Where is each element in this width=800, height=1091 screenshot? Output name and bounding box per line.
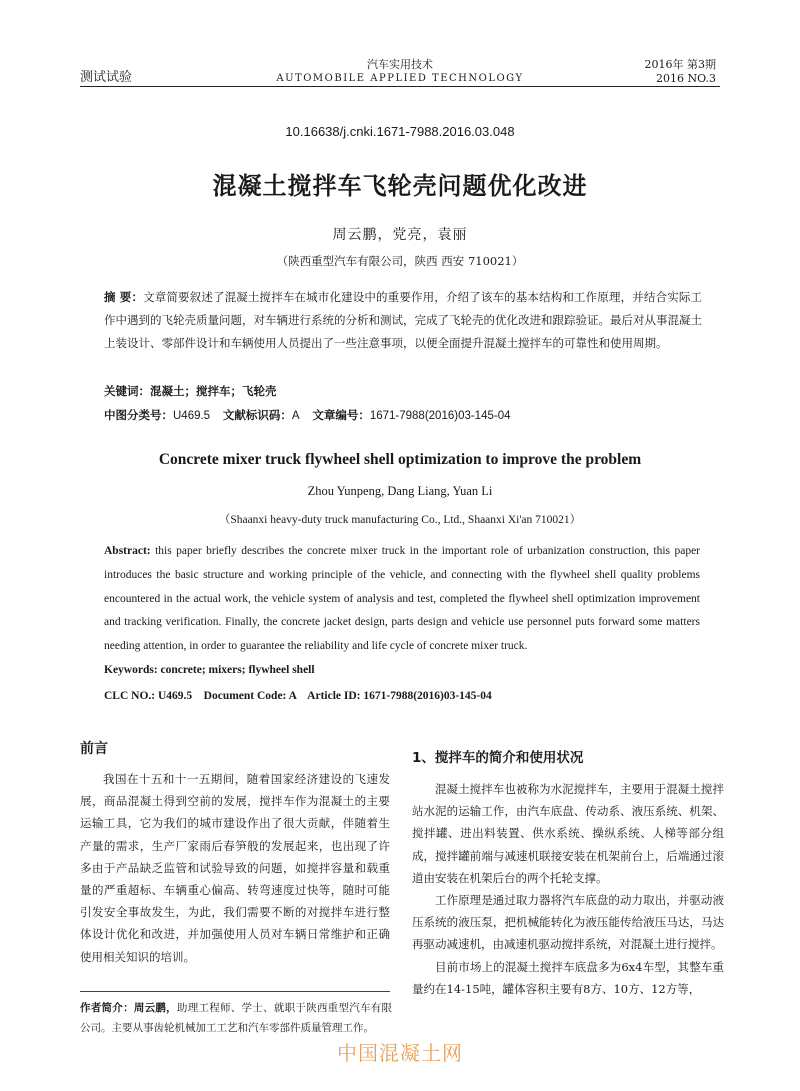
doi: 10.16638/j.cnki.1671-7988.2016.03.048 (285, 124, 515, 139)
footnote-text: 助理工程师、学士、就职于陕西重型汽车有限公司。主要从事齿轮机械加工工艺和汽车零部件质量管理工作。 (80, 1002, 393, 1034)
abstract-cn (104, 286, 702, 355)
clc-label: 中图分类号： (104, 410, 173, 422)
issue-en: 2016 NO.3 (656, 72, 716, 85)
article-id-value: 1671-7988(2016)03-145-04 (369, 410, 511, 422)
article-id-label: 文章编号： (312, 410, 370, 422)
footnote-label: 作者简介：周云鹏， (80, 1002, 177, 1014)
intro-heading: 前言 (80, 741, 108, 757)
footnote-rule (80, 991, 390, 992)
authors-en: Zhou Yunpeng, Dang Liang, Yuan Li (307, 484, 493, 498)
intro-body (80, 768, 390, 968)
section1-heading: 1、搅拌车的简介和使用状况 (412, 750, 584, 766)
affiliation-en: （Shaanxi heavy-duty truck manufacturing Co., Ltd., Shaanxi Xi'an 710021） (218, 514, 582, 526)
journal-name-cn: 汽车实用技术 (367, 58, 433, 71)
doc-code-label: 文献标识码： (222, 410, 292, 422)
journal-name-en: AUTOMOBILE APPLIED TECHNOLOGY (276, 73, 524, 84)
section1-paragraph: 目前市场上的混凝土搅拌车底盘多为6x4车型，其整车重量约在14-15吨，罐体容积主要有8方、10方、12方等， (412, 959, 724, 996)
title-en: Concrete mixer truck flywheel shell optimization to improve the problem (158, 451, 642, 468)
doc-code-value: A (291, 410, 300, 422)
authors-cn: 周云鹏，党亮，袁丽 (332, 227, 468, 243)
section1-paragraph: 工作原理是通过取力器将汽车底盘的动力取出，并驱动液压系统的液压泵，把机械能转化为液压能传给液压马达，马达再驱动减速机，由减速机驱动搅拌系统，对混凝土进行搅拌。 (412, 893, 724, 952)
title-cn: 混凝土搅拌车飞轮壳问题优化改进 (212, 172, 588, 200)
running-header-section: 测试试验 (80, 70, 133, 85)
header-rule (80, 86, 720, 87)
keywords-cn (104, 383, 277, 399)
issue-cn: 2016年 第3期 (644, 58, 716, 71)
abstract-cn-label: 摘 要： (104, 290, 144, 304)
abstract-en-label: Abstract: (104, 545, 151, 557)
intro-paragraph: 我国在十五和十一五期间，随着国家经济建设的飞速发展，商品混凝土得到空前的发展，搅拌车作为混凝土的主要运输工具，它为我们的城市建设作出了很大贡献，伴随着生产量的需求，生产厂家雨后春笋般的发展起来，也出现了许多由于产品缺乏监管和试验导致的问题，如搅拌容量和载重量的严重超标、车辆重心偏高、转弯速度过快等，随时可能引发安全事故发生，为此，我们需要不断的对搅拌车进行整体设计优化和改进，并加强使用人员对车辆日常维护和正确使用相关知识的培训。 (80, 772, 390, 964)
clc-value: U469.5 (173, 410, 211, 422)
author-footnote (80, 998, 392, 1038)
keywords-cn-text: 混凝土；搅拌车；飞轮壳 (150, 384, 277, 398)
keywords-cn-label: 关键词： (104, 384, 150, 398)
classification-en: CLC NO.: U469.5 Document Code: A Article ID: 1671-7988(2016)03-145-04 (104, 690, 492, 702)
abstract-en-text: this paper briefly describes the concrete mixer truck in the important role of urbanization construction, this paper introduces the basic structure and working principle of the vehicle, and connecting with the flywheel shell quality problems encountered in the actual work, the vehicle system of analysis and test, completed the flywheel shell optimization improvement and tracking verification. Finally, the concrete jacket design, parts design and vehicle use personnel puts forward some matters needing attention, in order to guarantee the reliability and life cycle of concrete mixer truck. (104, 545, 700, 653)
keywords-en: Keywords: concrete; mixers; flywheel shell (104, 664, 315, 676)
section1-paragraph: 混凝土搅拌车也被称为水泥搅拌车，主要用于混凝土搅拌站水泥的运输工作，由汽车底盘、传动系、液压系统、机架、搅拌罐、进出料装置、供水系统、操纵系统、人梯等部分组成，搅拌罐前端与减速机联接安装在机架前台上，后端通过滚道由安装在机架后台的两个托轮支撑。 (412, 782, 724, 885)
section1-body (412, 778, 724, 1000)
issue-info (645, 58, 717, 86)
classification-cn (104, 407, 511, 423)
abstract-cn-text: 文章简要叙述了混凝土搅拌车在城市化建设中的重要作用，介绍了该车的基本结构和工作原理，并结合实际工作中遇到的飞轮壳质量问题，对车辆进行系统的分析和测试，完成了飞轮壳的优化改进和跟踪验证。最后对从事混凝土上装设计、零部件设计和车辆使用人员提出了一些注意事项，以便全面提升混凝土搅拌车的可靠性和使用周期。 (104, 290, 702, 350)
abstract-en (104, 540, 700, 659)
affiliation-cn: （陕西重型汽车有限公司，陕西 西安 710021） (276, 254, 524, 268)
site-watermark: 中国混凝土网 (337, 1041, 463, 1065)
